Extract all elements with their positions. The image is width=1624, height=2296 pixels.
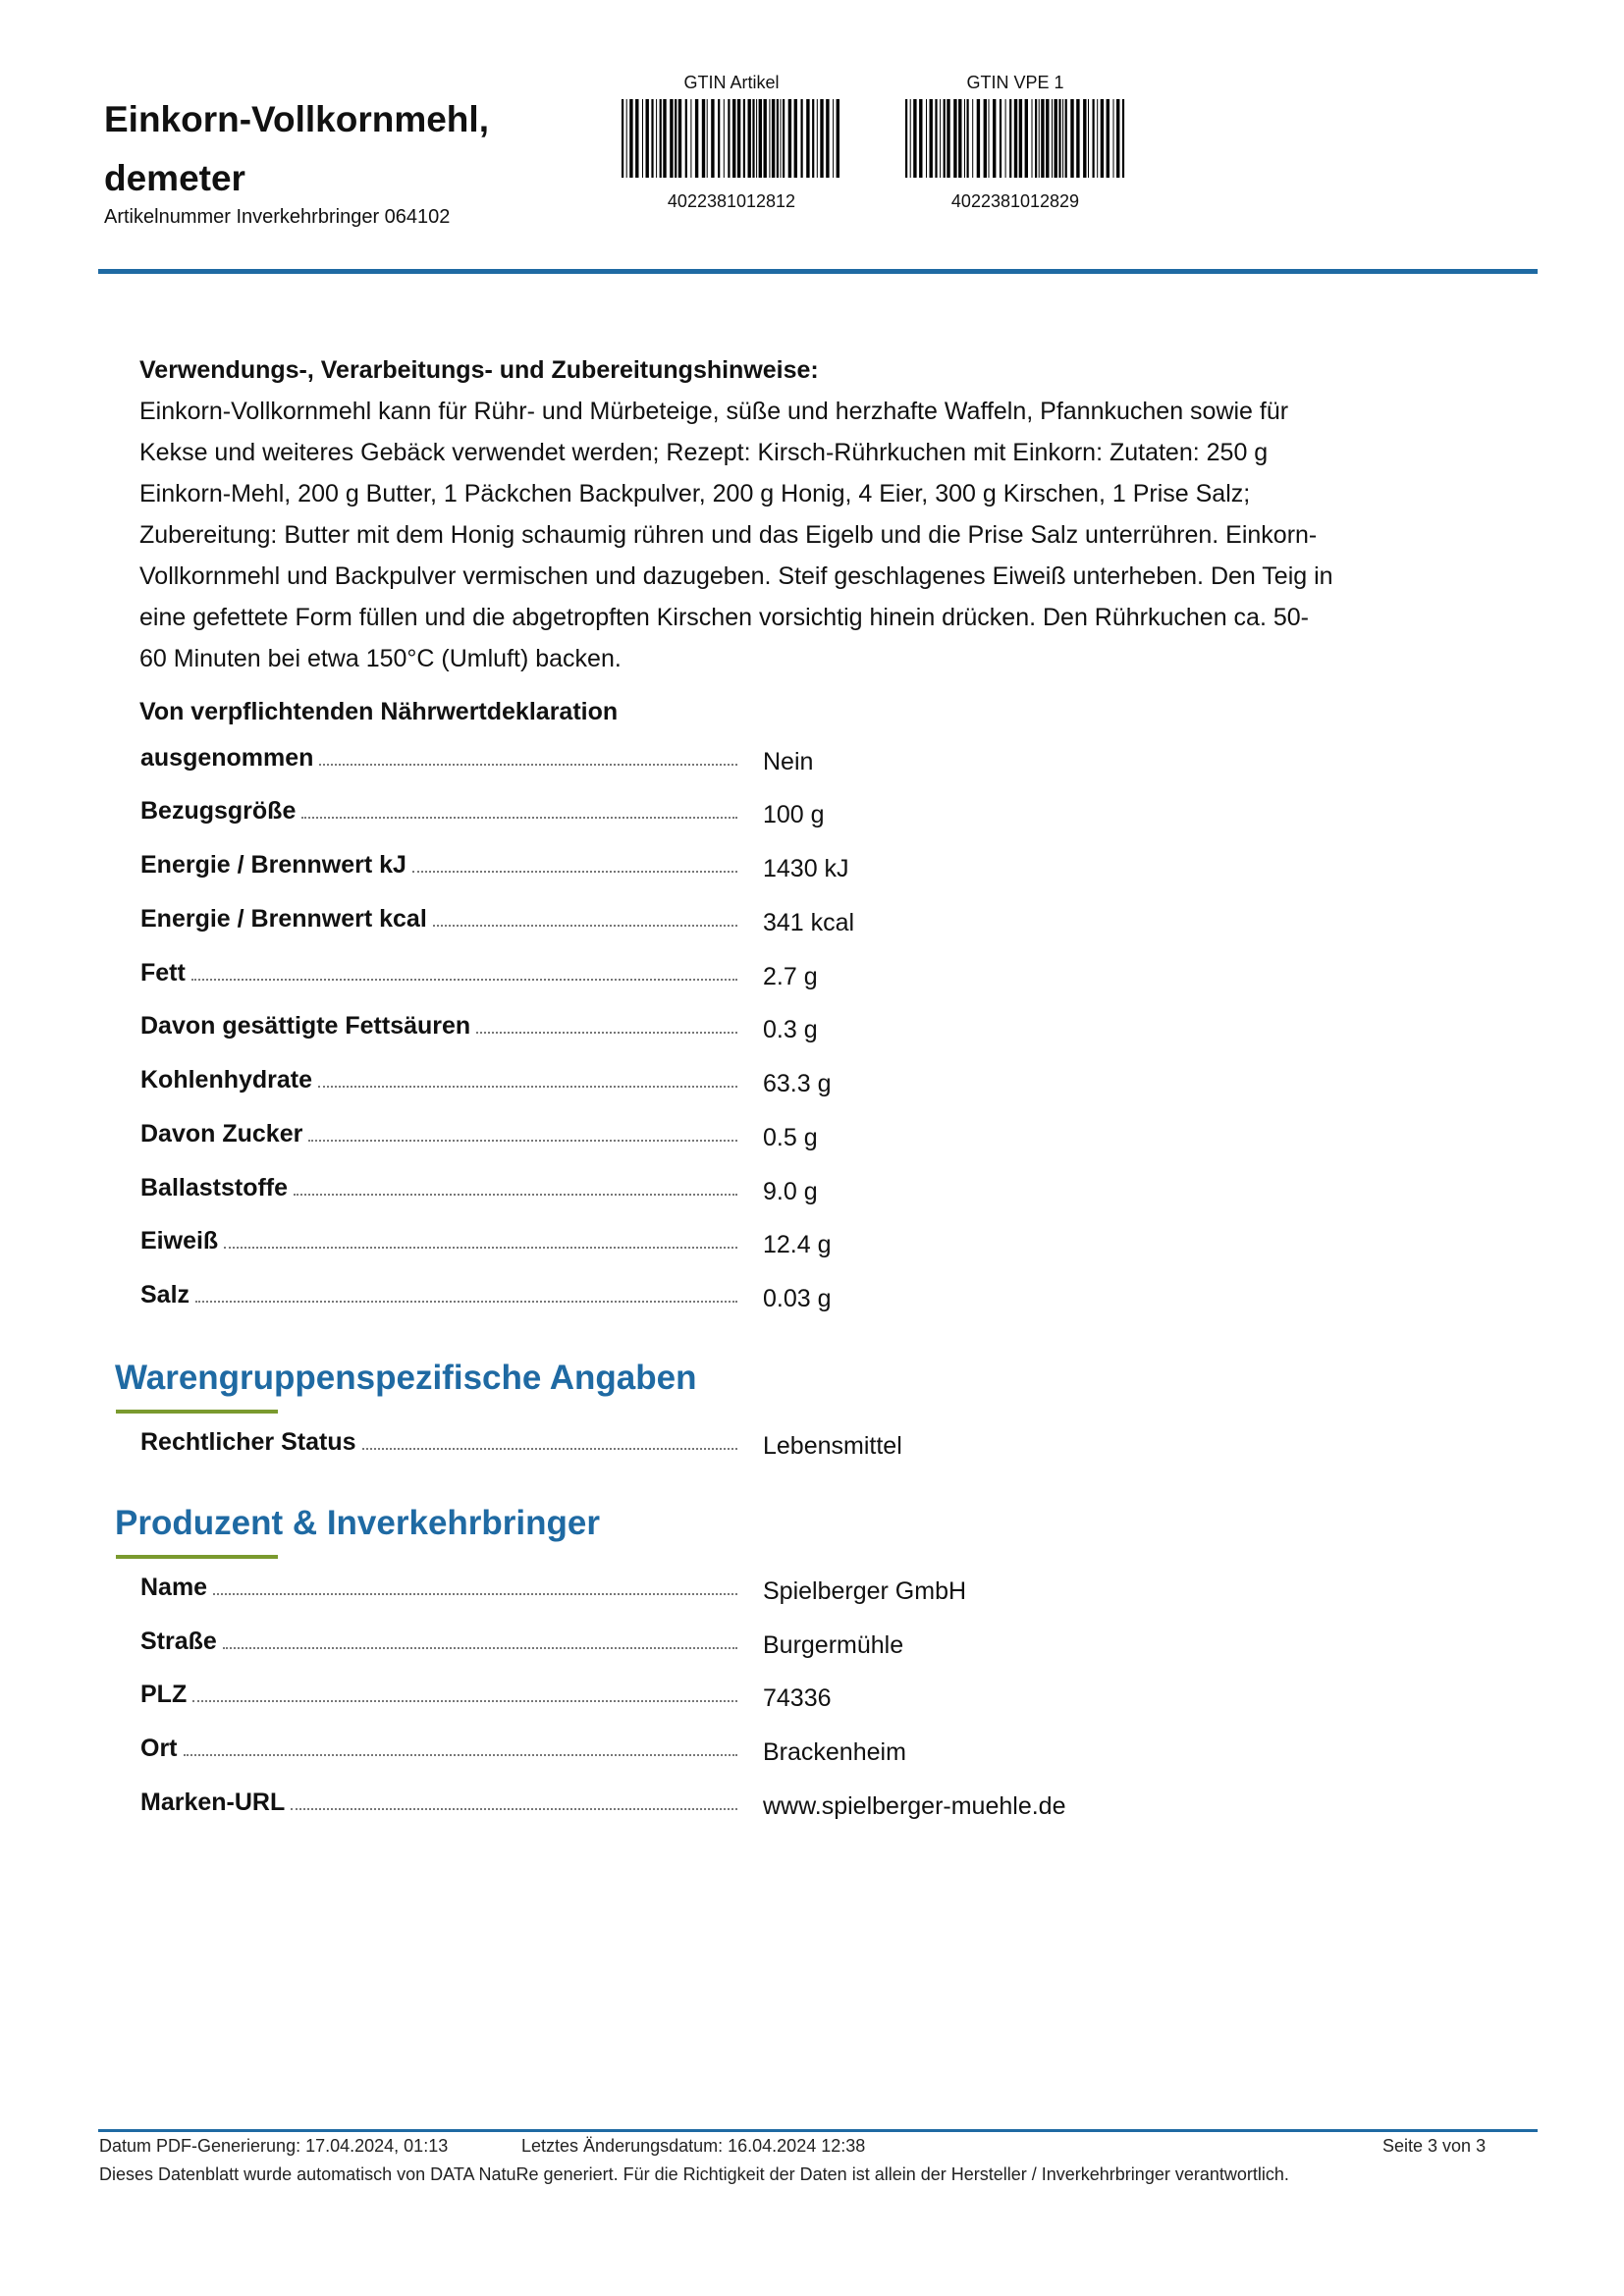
product-title-line1: Einkorn-Vollkornmehl, [104, 99, 489, 139]
nutrition-label: Kohlenhydrate [140, 1066, 313, 1094]
section-title-group-specific: Warengruppenspezifische Angaben [115, 1359, 697, 1397]
producer-label: Name [140, 1574, 208, 1601]
footer-page: Seite 3 von 3 [1382, 2136, 1487, 2156]
gtin-vpe-label: GTIN VPE 1 [966, 73, 1064, 92]
nutrition-label: Ballaststoffe [140, 1174, 289, 1201]
footer-last-changed: Letztes Änderungsdatum: 16.04.2024 12:38 [521, 2136, 866, 2156]
gtin-article-value: 4022381012812 [667, 191, 796, 211]
producer-row [140, 1574, 1122, 1613]
nutrition-label: Salz [140, 1281, 190, 1308]
product-title-line2: demeter [104, 158, 245, 198]
nutrition-row [140, 851, 1122, 890]
footer-divider [98, 2129, 1538, 2132]
nutrition-value: 0.3 g [763, 1016, 818, 1043]
section-underline [116, 1410, 278, 1414]
nutrition-value: 341 kcal [763, 909, 855, 936]
producer-row [140, 1735, 1122, 1774]
nutrition-value: 2.7 g [763, 963, 818, 990]
gtin-article [604, 73, 859, 212]
nutrition-label: Fett [140, 959, 186, 987]
gtin-vpe [888, 73, 1143, 212]
nutrition-label: Bezugsgröße [140, 797, 297, 825]
usage-line: Zubereitung: Butter mit dem Honig schaumig rühren und das Eigelb und die Prise Salz unterrühren. Einkorn- [139, 521, 1318, 549]
footer-disclaimer: Dieses Datenblatt wurde automatisch von DATA NatuRe generiert. Für die Richtigkeit der Daten ist allein der Hersteller / Inverkehrbringer verantwortlich. [99, 2164, 1289, 2184]
group-label: Rechtlicher Status [140, 1428, 356, 1456]
nutrition-value: 63.3 g [763, 1070, 832, 1097]
product-title [104, 90, 516, 208]
nutrition-value: 1430 kJ [763, 855, 849, 882]
usage-line: 60 Minuten bei etwa 150°C (Umluft) backen. [139, 645, 622, 672]
nutrition-value: 9.0 g [763, 1178, 818, 1205]
nutrition-heading: Von verpflichtenden Nährwertdeklaration [139, 698, 619, 725]
nutrition-label: Davon Zucker [140, 1120, 303, 1148]
nutrition-row [140, 1227, 1122, 1266]
nutrition-value: 12.4 g [763, 1231, 832, 1258]
producer-label: PLZ [140, 1681, 188, 1708]
nutrition-label: Energie / Brennwert kJ [140, 851, 406, 879]
nutrition-value: 100 g [763, 801, 825, 828]
group-row [140, 1428, 1122, 1468]
nutrition-label: Davon gesättigte Fettsäuren [140, 1012, 471, 1040]
nutrition-row [140, 797, 1122, 836]
nutrition-row [140, 959, 1122, 998]
group-value: Lebensmittel [763, 1432, 902, 1460]
nutrition-row [140, 1281, 1122, 1320]
producer-value: Brackenheim [763, 1738, 906, 1766]
section-title-producer: Produzent & Inverkehrbringer [115, 1504, 600, 1542]
producer-value: 74336 [763, 1684, 832, 1712]
usage-line: eine gefettete Form füllen und die abgetropften Kirschen vorsichtig hinein drücken. Den Rührkuchen ca. 50- [139, 604, 1309, 631]
nutrition-value: Nein [763, 748, 814, 775]
usage-line: Einkorn-Vollkornmehl kann für Rühr- und Mürbeteige, süße und herzhafte Waffeln, Pfannkuchen sowie für [139, 398, 1289, 425]
nutrition-row [140, 1174, 1122, 1213]
gtin-vpe-value: 4022381012829 [950, 191, 1080, 211]
producer-row [140, 1681, 1122, 1720]
nutrition-row [140, 1066, 1122, 1105]
producer-value[interactable]: www.spielberger-muehle.de [763, 1792, 1066, 1820]
nutrition-row [140, 905, 1122, 944]
producer-label: Ort [140, 1735, 178, 1762]
barcode-article-icon [618, 99, 845, 178]
nutrition-row [140, 1120, 1122, 1159]
usage-line: Kekse und weiteres Gebäck verwendet werden; Rezept: Kirsch-Rührkuchen mit Einkorn: Zutaten: 250 g [139, 439, 1269, 466]
section-underline [116, 1555, 278, 1559]
header-divider [98, 269, 1538, 274]
usage-line: Vollkornmehl und Backpulver vermischen und dazugeben. Steif geschlagenes Eiweiß unterheben. Den Teig in [139, 562, 1333, 590]
usage-line: Einkorn-Mehl, 200 g Butter, 1 Päckchen Backpulver, 200 g Honig, 4 Eier, 300 g Kirschen, 1 Prise Salz; [139, 480, 1251, 507]
producer-label: Marken-URL [140, 1789, 286, 1816]
usage-heading: Verwendungs-, Verarbeitungs- und Zubereitungshinweise: [139, 356, 819, 384]
nutrition-label: Energie / Brennwert kcal [140, 905, 427, 933]
producer-value: Spielberger GmbH [763, 1577, 967, 1605]
nutrition-label: ausgenommen [140, 744, 314, 772]
producer-row [140, 1789, 1122, 1828]
footer-generated: Datum PDF-Generierung: 17.04.2024, 01:13 [99, 2136, 449, 2156]
producer-value: Burgermühle [763, 1631, 904, 1659]
nutrition-value: 0.5 g [763, 1124, 818, 1151]
barcode-vpe-icon [901, 99, 1129, 178]
gtin-article-label: GTIN Artikel [683, 73, 780, 92]
nutrition-value: 0.03 g [763, 1285, 832, 1312]
nutrition-label: Eiweiß [140, 1227, 219, 1255]
usage-section [139, 349, 1377, 679]
nutrition-row [140, 1012, 1122, 1051]
article-number: Artikelnummer Inverkehrbringer 064102 [104, 206, 451, 228]
producer-label: Straße [140, 1628, 217, 1655]
nutrition-row [140, 744, 1122, 783]
producer-row [140, 1628, 1122, 1667]
